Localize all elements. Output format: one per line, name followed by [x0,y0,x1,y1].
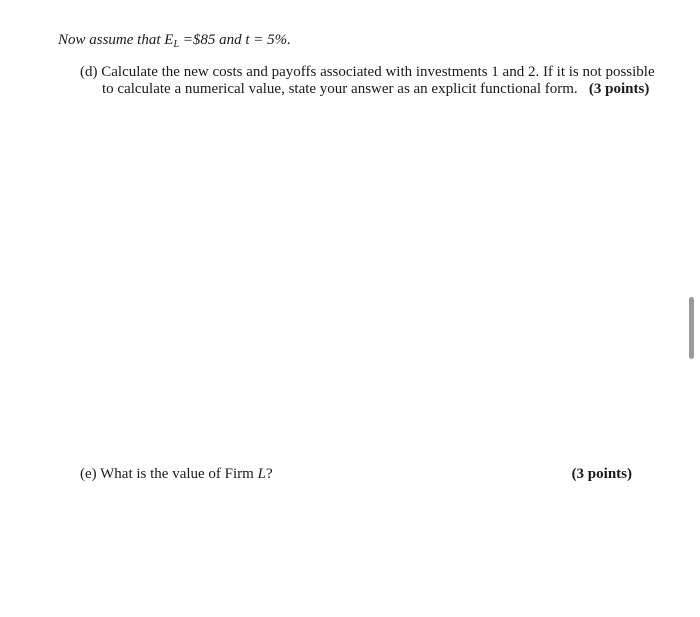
assumption-statement [58,32,291,50]
question-d-line2-text: to calculate a numerical value, state your answer as an explicit functional form. [102,81,578,97]
question-d [80,64,655,98]
question-e-text [80,466,273,483]
question-e-points: (3 points) [571,466,632,482]
assumption-suffix: =$85 and t = 5%. [179,32,291,48]
question-e-prefix: (e) What is the value of Firm [80,466,258,482]
question-e-firm: L [257,466,266,482]
question-e-suffix: ? [265,466,273,482]
question-d-points: (3 points) [588,81,650,97]
vertical-scrollbar-thumb[interactable] [689,297,694,359]
assumption-subscript: L [173,39,179,50]
question-d-line1: (d) Calculate the new costs and payoffs associated with investments 1 and 2. If it is not possible [80,64,655,80]
question-d-line2 [80,81,650,98]
question-e [80,466,632,483]
assumption-prefix: Now assume that E [58,32,174,48]
